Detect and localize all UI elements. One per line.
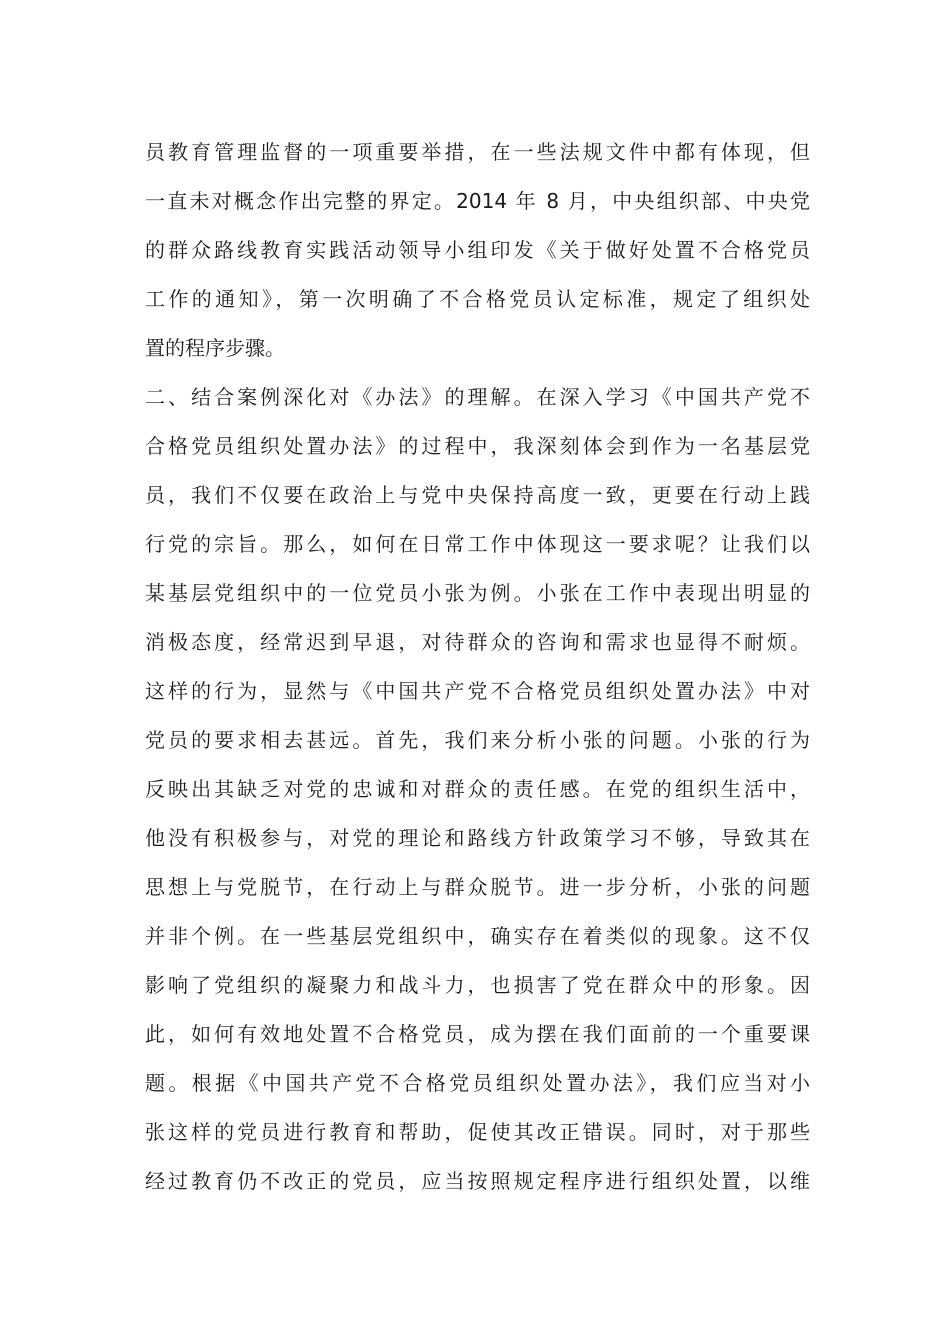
text-line: 员教育管理监督的一项重要举措，在一些法规文件中都有体现，但 — [145, 140, 810, 164]
text-line: 经过教育仍不改正的党员，应当按照规定程序进行组织处置，以维 — [145, 1169, 810, 1193]
text-line: 思想上与党脱节，在行动上与群众脱节。进一步分析，小张的问题 — [145, 875, 810, 899]
text-line: 二、结合案例深化对《办法》的理解。在深入学习《中国共产党不 — [145, 385, 810, 409]
text-line: 的群众路线教育实践活动领导小组印发《关于做好处置不合格党员 — [145, 238, 810, 262]
text-line: 一直未对概念作出完整的界定。2014 年 8 月，中央组织部、中央党 — [145, 189, 810, 213]
text-line: 行党的宗旨。那么，如何在日常工作中体现这一要求呢？让我们以 — [145, 532, 810, 556]
text-line: 置的程序步骤。 — [145, 336, 285, 360]
text-line: 并非个例。在一些基层党组织中，确实存在着类似的现象。这不仅 — [145, 924, 810, 948]
text-line: 工作的通知》，第一次明确了不合格党员认定标准，规定了组织处 — [145, 287, 810, 311]
text-line: 某基层党组织中的一位党员小张为例。小张在工作中表现出明显的 — [145, 581, 810, 605]
text-line: 题。根据《中国共产党不合格党员组织处置办法》，我们应当对小 — [145, 1071, 810, 1095]
text-line: 影响了党组织的凝聚力和战斗力，也损害了党在群众中的形象。因 — [145, 973, 810, 997]
text-line: 反映出其缺乏对党的忠诚和对群众的责任感。在党的组织生活中， — [145, 777, 810, 801]
text-line: 消极态度，经常迟到早退，对待群众的咨询和需求也显得不耐烦。 — [145, 630, 810, 654]
text-line: 他没有积极参与，对党的理论和路线方针政策学习不够，导致其在 — [145, 826, 810, 850]
text-line: 员，我们不仅要在政治上与党中央保持高度一致，更要在行动上践 — [145, 483, 810, 507]
text-line: 合格党员组织处置办法》的过程中，我深刻体会到作为一名基层党 — [145, 434, 810, 458]
text-line: 张这样的党员进行教育和帮助，促使其改正错误。同时，对于那些 — [145, 1120, 810, 1144]
text-line: 这样的行为，显然与《中国共产党不合格党员组织处置办法》中对 — [145, 679, 810, 703]
text-line: 党员的要求相去甚远。首先，我们来分析小张的问题。小张的行为 — [145, 728, 810, 752]
text-line: 此，如何有效地处置不合格党员，成为摆在我们面前的一个重要课 — [145, 1022, 810, 1046]
document-body — [145, 128, 810, 1206]
